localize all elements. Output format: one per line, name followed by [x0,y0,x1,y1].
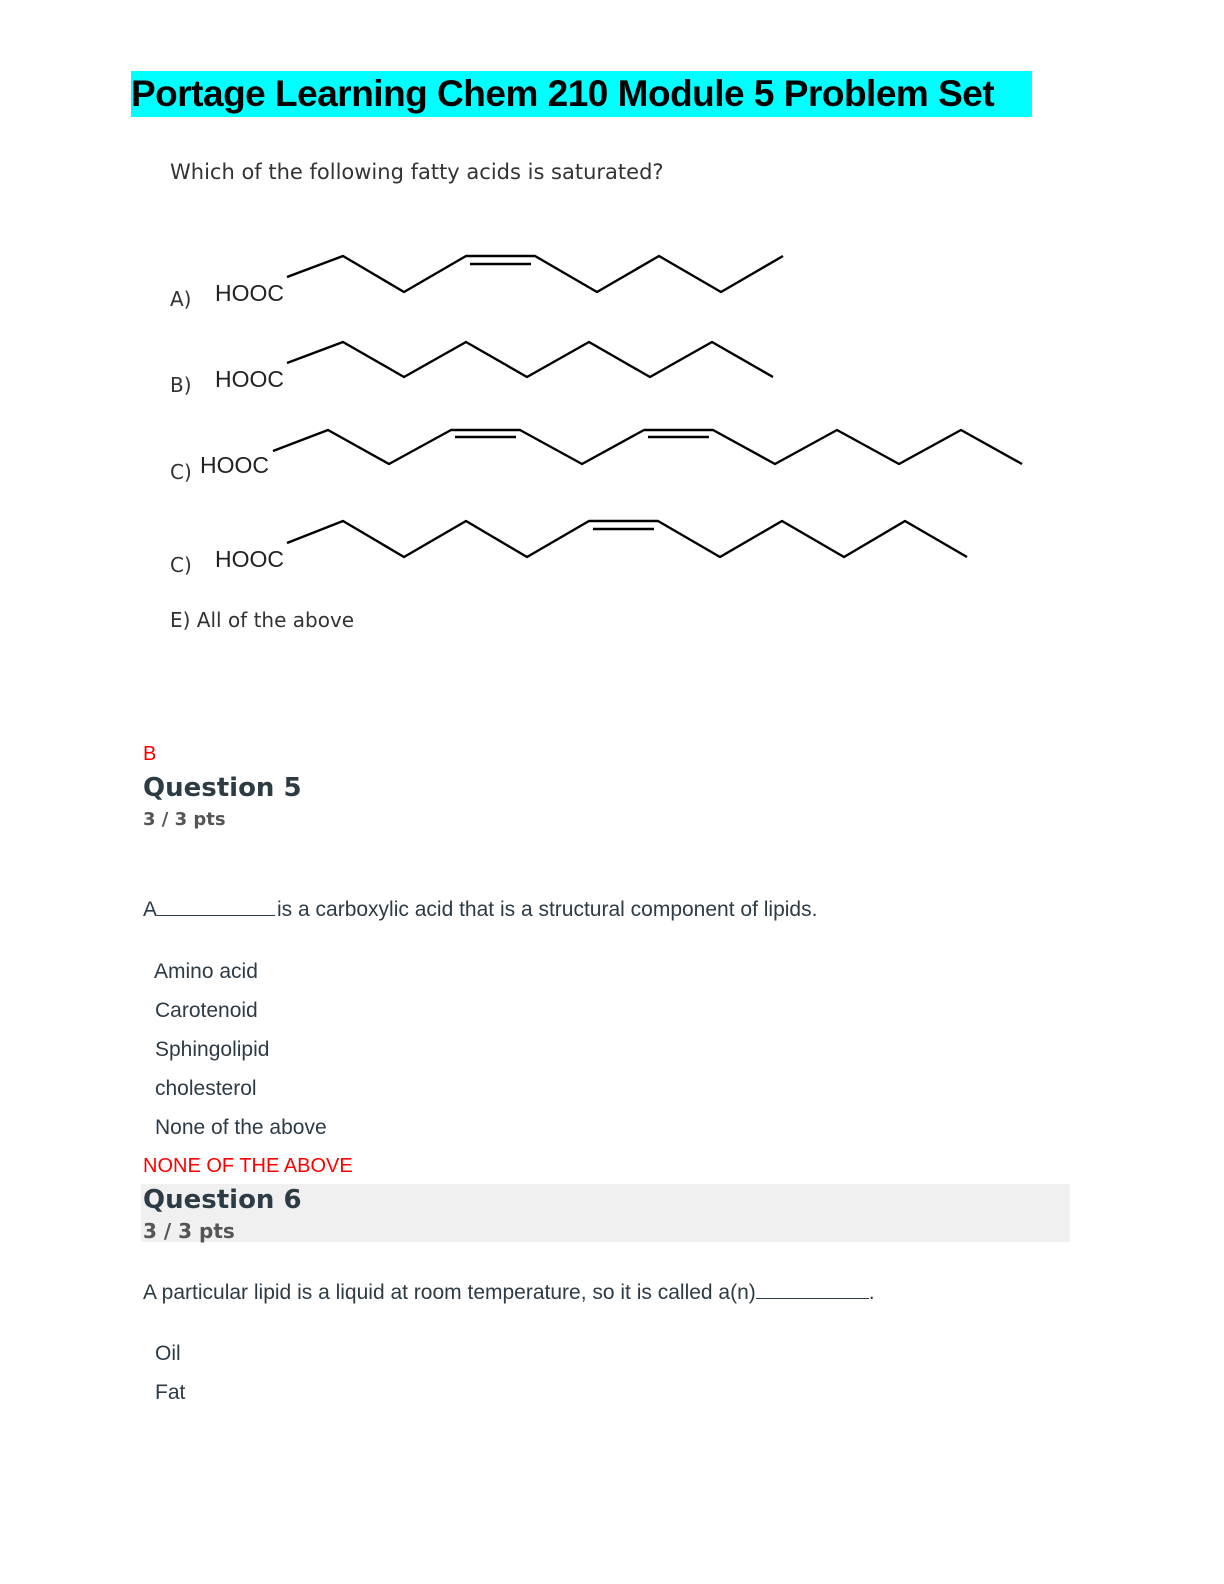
option-c-letter: C) [170,460,192,484]
choice-amino-acid[interactable]: Amino acid [154,960,258,983]
choice-cholesterol[interactable]: cholesterol [155,1077,257,1100]
question-4-prompt: Which of the following fatty acids is saturated? [170,160,664,184]
option-c-group: HOOC [200,452,269,478]
question-6-heading: Question 6 [143,1185,302,1215]
option-b-group: HOOC [215,366,284,392]
question-5-points: 3 / 3 pts [143,809,226,830]
structure-c [273,430,1022,464]
choice-sphingolipid[interactable]: Sphingolipid [155,1038,270,1061]
question-5-heading: Question 5 [143,773,302,803]
question-5-stem-prefix: A [143,898,158,921]
option-b-letter: B) [170,373,192,397]
choice-oil[interactable]: Oil [155,1342,181,1365]
page-title: Portage Learning Chem 210 Module 5 Problem Set [131,71,1032,117]
blank-line [157,897,275,916]
option-e: E) All of the above [170,608,355,632]
option-a-group: HOOC [215,280,284,306]
question-6-stem-end: . [868,1281,875,1304]
question-4-answer: B [143,743,157,765]
option-a-letter: A) [170,287,192,311]
option-d-letter: C) [170,553,192,577]
option-d-group: HOOC [215,546,284,572]
question-6-stem [143,1280,875,1305]
blank-line [756,1280,869,1299]
question-6-stem-text: A particular lipid is a liquid at room temperature, so it is called a(n) [143,1281,756,1304]
structure-d [287,521,967,557]
question-5-stem [143,897,817,922]
question-6-points: 3 / 3 pts [143,1219,235,1243]
fatty-acid-structures [0,0,1224,700]
choice-carotenoid[interactable]: Carotenoid [155,999,258,1022]
choice-fat[interactable]: Fat [155,1381,186,1404]
question-5-stem-suffix: is a carboxylic acid that is a structural component of lipids. [277,898,818,921]
structure-a [287,256,783,292]
structure-b [287,342,773,377]
question-5-answer: NONE OF THE ABOVE [143,1155,353,1177]
choice-none-of-the-above[interactable]: None of the above [155,1116,327,1139]
